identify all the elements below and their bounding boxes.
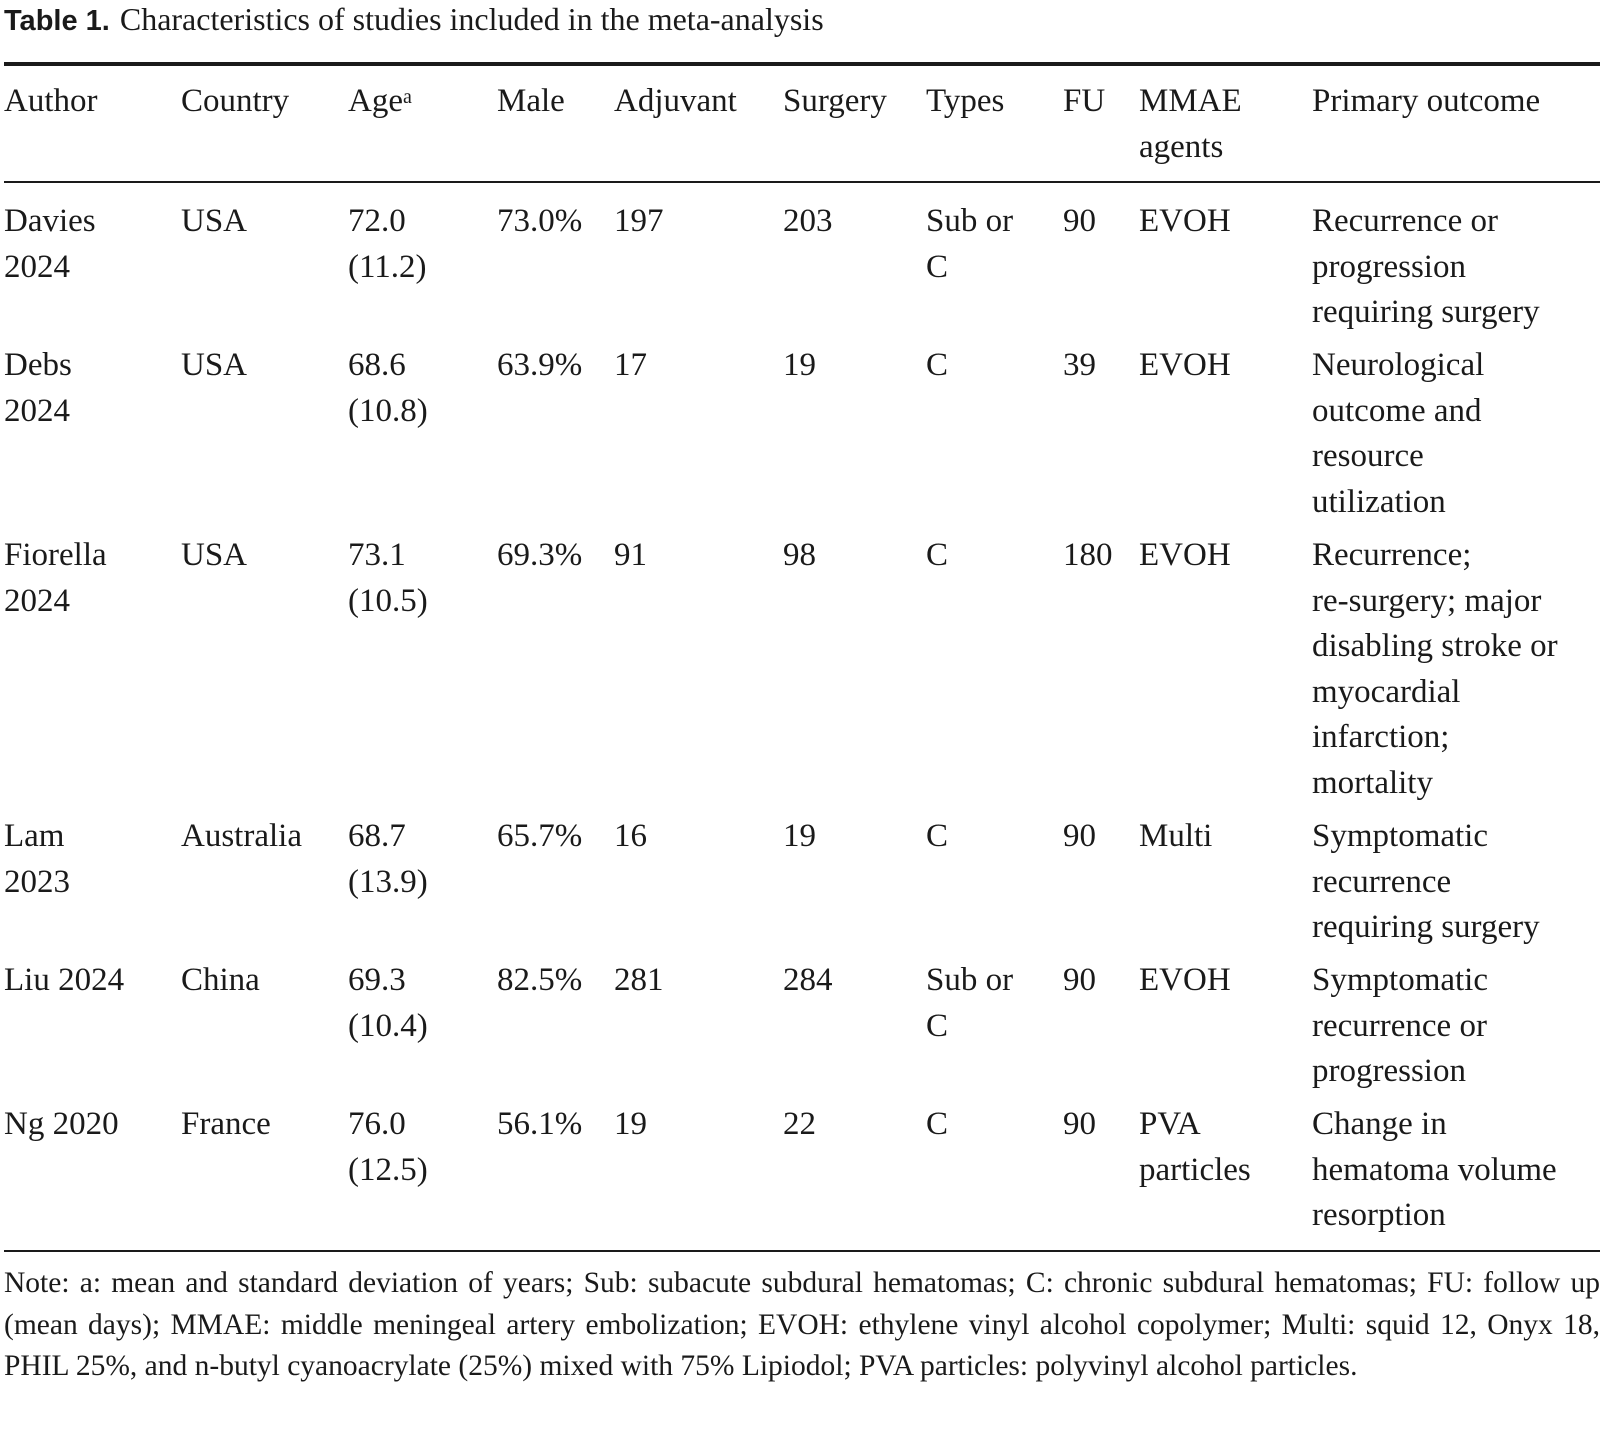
cell-male: 69.3% — [497, 537, 583, 573]
cell-mmae-agents: EVOH — [1139, 203, 1231, 239]
table-caption — [4, 0, 824, 40]
cell-fu: 90 — [1063, 962, 1096, 998]
cell-adjuvant: 16 — [614, 818, 647, 854]
cell-types: Sub or C — [926, 962, 1014, 1044]
header-age-superscript: a — [402, 86, 412, 108]
header-age-label: Age — [348, 83, 403, 119]
cell-country: USA — [181, 203, 248, 239]
cell-mmae-agents: Multi — [1139, 818, 1213, 854]
cell-types: C — [926, 347, 949, 383]
cell-country: China — [181, 962, 260, 998]
cell-types: C — [926, 1106, 949, 1142]
cell-fu: 180 — [1063, 537, 1113, 573]
cell-country: USA — [181, 347, 248, 383]
cell-age: 76.0 (12.5) — [348, 1106, 428, 1188]
table-label: Table 1. — [4, 5, 110, 37]
header-fu: FU — [1063, 83, 1106, 119]
cell-age: 69.3 (10.4) — [348, 962, 428, 1044]
cell-types: C — [926, 818, 949, 854]
cell-fu: 90 — [1063, 818, 1096, 854]
header-adjuvant: Adjuvant — [614, 83, 737, 119]
cell-surgery: 19 — [783, 347, 816, 383]
cell-surgery: 98 — [783, 537, 816, 573]
cell-country: USA — [181, 537, 248, 573]
header-primary-outcome: Primary outcome — [1312, 83, 1541, 119]
cell-male: 82.5% — [497, 962, 583, 998]
cell-author: Lam 2023 — [4, 818, 70, 900]
cell-types: C — [926, 537, 949, 573]
cell-age: 68.7 (13.9) — [348, 818, 428, 900]
header-surgery: Surgery — [783, 83, 887, 119]
cell-surgery: 284 — [783, 962, 833, 998]
cell-mmae-agents: PVA particles — [1139, 1106, 1251, 1188]
cell-fu: 90 — [1063, 1106, 1096, 1142]
cell-primary-outcome: Recurrence; re-surgery; major disabling stroke or myocardial infarction; mortality — [1312, 537, 1558, 801]
cell-adjuvant: 19 — [614, 1106, 647, 1142]
table-footnote: Note: a: mean and standard deviation of years; Sub: subacute subdural hematomas; C: chronic subdural hematomas; FU: follow up (mean days); MMAE: middle meningeal artery embolization; EVOH: ethylene vinyl alcohol copolymer; Multi: squid 12, Onyx 18, PHIL 25%, and n-butyl cyanoacrylate (25%) mixed with 75% Lipiodol; PVA particles: polyvinyl alcohol particles. — [4, 1267, 1600, 1382]
table-top-rule — [4, 62, 1600, 66]
header-mmae-agents: MMAE agents — [1139, 83, 1242, 165]
cell-author: Fiorella 2024 — [4, 537, 107, 619]
cell-adjuvant: 197 — [614, 203, 664, 239]
cell-primary-outcome: Recurrence or progression requiring surgery — [1312, 203, 1540, 330]
table-bottom-rule — [4, 1250, 1600, 1252]
cell-types: Sub or C — [926, 203, 1014, 285]
cell-age: 73.1 (10.5) — [348, 537, 428, 619]
cell-male: 56.1% — [497, 1106, 583, 1142]
header-country: Country — [181, 83, 290, 119]
cell-country: Australia — [181, 818, 302, 854]
cell-fu: 90 — [1063, 203, 1096, 239]
table-title: Characteristics of studies included in the meta-analysis — [119, 1, 824, 37]
header-types: Types — [926, 83, 1005, 119]
cell-primary-outcome: Symptomatic recurrence or progression — [1312, 962, 1488, 1089]
cell-author: Ng 2020 — [4, 1106, 119, 1142]
cell-surgery: 19 — [783, 818, 816, 854]
cell-primary-outcome: Neurological outcome and resource utilization — [1312, 347, 1485, 520]
cell-country: France — [181, 1106, 271, 1142]
cell-surgery: 22 — [783, 1106, 816, 1142]
cell-adjuvant: 17 — [614, 347, 647, 383]
cell-male: 63.9% — [497, 347, 583, 383]
cell-author: Debs 2024 — [4, 347, 72, 429]
cell-author: Davies 2024 — [4, 203, 96, 285]
cell-primary-outcome: Change in hematoma volume resorption — [1312, 1106, 1557, 1233]
cell-mmae-agents: EVOH — [1139, 537, 1231, 573]
cell-mmae-agents: EVOH — [1139, 962, 1231, 998]
header-author: Author — [4, 83, 98, 119]
header-male: Male — [497, 83, 565, 119]
cell-primary-outcome: Symptomatic recurrence requiring surgery — [1312, 818, 1540, 945]
cell-male: 73.0% — [497, 203, 583, 239]
cell-author: Liu 2024 — [4, 962, 125, 998]
header-age — [348, 79, 412, 125]
cell-adjuvant: 281 — [614, 962, 664, 998]
cell-age: 72.0 (11.2) — [348, 203, 427, 285]
cell-fu: 39 — [1063, 347, 1096, 383]
cell-male: 65.7% — [497, 818, 583, 854]
table-header-rule — [4, 181, 1600, 183]
cell-age: 68.6 (10.8) — [348, 347, 428, 429]
cell-adjuvant: 91 — [614, 537, 647, 573]
cell-surgery: 203 — [783, 203, 833, 239]
cell-mmae-agents: EVOH — [1139, 347, 1231, 383]
